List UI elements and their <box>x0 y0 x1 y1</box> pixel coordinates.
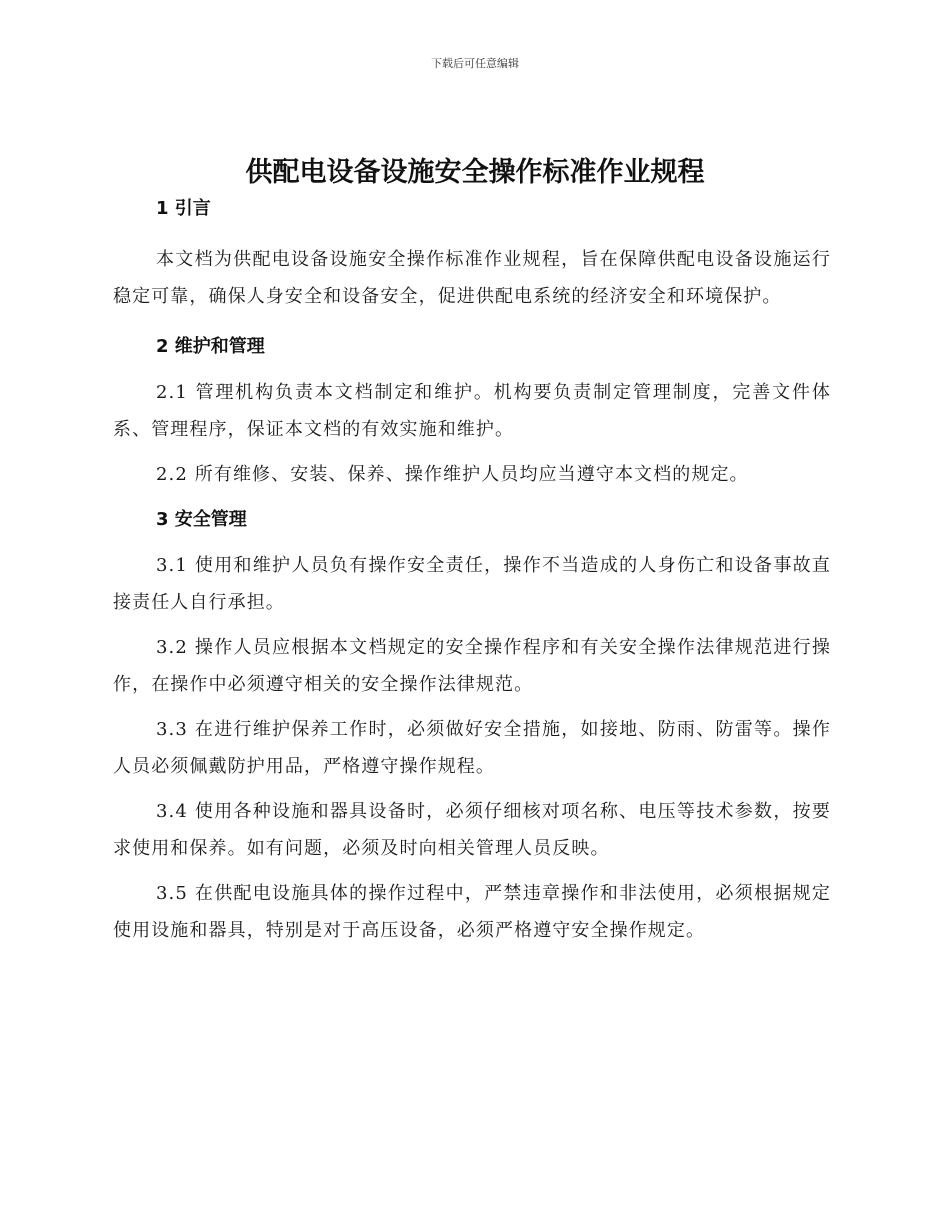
header-note: 下载后可任意编辑 <box>431 57 519 70</box>
paragraph-3-2: 3.2 操作人员应根据本文档规定的安全操作程序和有关安全操作法律规范进行操作，在操作中必须遵守相关的安全操作法律规范。 <box>113 637 831 695</box>
document-title: 供配电设备设施安全操作标准作业规程 <box>245 157 705 188</box>
paragraph-2-2: 2.2 所有维修、安装、保养、操作维护人员均应当遵守本文档的规定。 <box>156 464 749 485</box>
section-heading-3: 3 安全管理 <box>156 509 247 530</box>
section-heading-2: 2 维护和管理 <box>156 336 265 357</box>
paragraph-3-5: 3.5 在供配电设施具体的操作过程中，严禁违章操作和非法使用，必须根据规定使用设施和器具，特别是对于高压设备，必须严格遵守安全操作规定。 <box>113 883 831 941</box>
paragraph-3-4: 3.4 使用各种设施和器具设备时，必须仔细核对项名称、电压等技术参数，按要求使用和保养。如有问题，必须及时向相关管理人员反映。 <box>113 801 831 859</box>
section-heading-1: 1 引言 <box>156 198 211 219</box>
paragraph-2-1: 2.1 管理机构负责本文档制定和维护。机构要负责制定管理制度，完善文件体系、管理程序，保证本文档的有效实施和维护。 <box>113 382 831 440</box>
paragraph-3-3: 3.3 在进行维护保养工作时，必须做好安全措施，如接地、防雨、防雷等。操作人员必须佩戴防护用品，严格遵守操作规程。 <box>113 719 831 777</box>
paragraph-3-1: 3.1 使用和维护人员负有操作安全责任，操作不当造成的人身伤亡和设备事故直接责任人自行承担。 <box>113 555 831 613</box>
paragraph-1-intro: 本文档为供配电设备设施安全操作标准作业规程，旨在保障供配电设备设施运行稳定可靠，确保人身安全和设备安全，促进供配电系统的经济安全和环境保护。 <box>113 249 831 307</box>
document-body <box>113 190 831 949</box>
